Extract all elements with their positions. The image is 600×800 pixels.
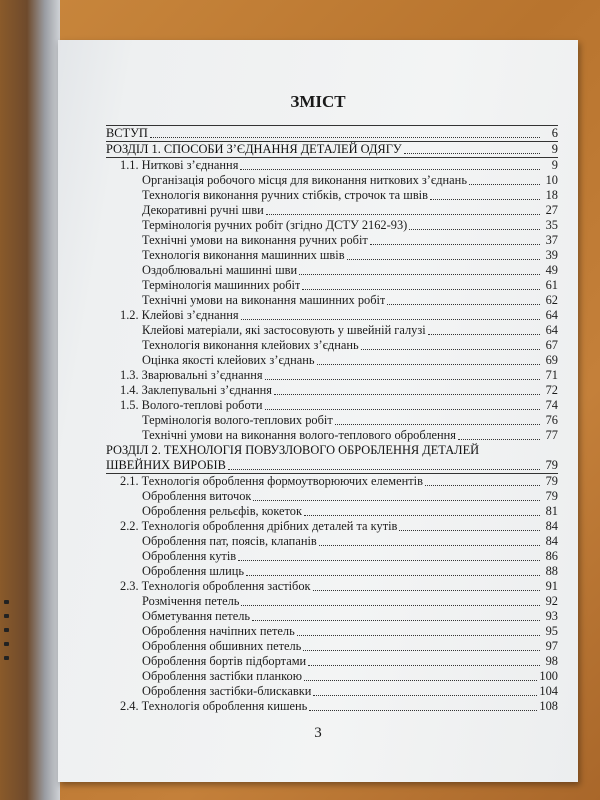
page-title: ЗМІСТ — [290, 92, 346, 111]
toc-entry-title: Оброблення начiпних петель — [142, 624, 295, 638]
toc-dot-leader — [399, 530, 540, 531]
toc-dot-leader — [347, 259, 540, 260]
toc-dot-leader — [238, 560, 540, 561]
toc-entry-title: Технологія виконання машинних швів — [142, 248, 345, 262]
toc-entry-title: Оброблення рельєфів, кокеток — [142, 504, 303, 518]
toc-dot-leader — [313, 590, 540, 591]
toc-entry-page: 98 — [545, 654, 558, 668]
toc-entry-title: 1.2. Клейові з’єднання — [120, 308, 239, 322]
toc-entry[interactable] — [106, 126, 558, 141]
toc-dot-leader — [228, 469, 540, 470]
toc-entry-page: 77 — [545, 428, 558, 442]
spine-binding-marks — [4, 600, 14, 670]
toc-dot-leader — [309, 710, 537, 711]
toc-entry[interactable] — [106, 669, 558, 684]
toc-entry-page: 79 — [545, 489, 558, 503]
toc-entry[interactable] — [106, 293, 558, 308]
toc-dot-leader — [266, 214, 540, 215]
toc-dot-leader — [299, 274, 540, 275]
toc-entry-title: Технічні умови на виконання ручних робіт — [142, 233, 368, 247]
toc-entry-page: 39 — [545, 248, 558, 262]
toc-entry[interactable] — [106, 233, 558, 248]
toc-entry-title: РОЗДІЛ 1. СПОСОБИ З’ЄДНАННЯ ДЕТАЛЕЙ ОДЯГУ — [106, 142, 402, 156]
toc-entry-title: 2.2. Технологія оброблення дрібних деталей та кутів — [120, 519, 398, 533]
toc-entry[interactable] — [106, 263, 558, 278]
toc-entry-page: 100 — [539, 669, 558, 683]
table-of-contents — [106, 125, 558, 714]
toc-entry-title: Оброблення обшивних петель — [142, 639, 302, 653]
toc-entry-title: Термінологія ручних робіт (згідно ДСТУ 2162-93) — [142, 218, 408, 232]
toc-dot-leader — [303, 650, 540, 651]
toc-entry-title: 2.4. Технологія оброблення кишень — [120, 699, 308, 713]
toc-entry-title: 1.1. Ниткові з’єднання — [120, 158, 239, 172]
toc-entry-page: 18 — [545, 188, 558, 202]
toc-dot-leader — [252, 620, 540, 621]
toc-entry-page: 72 — [545, 383, 558, 397]
toc-entry-title: Оброблення застібки планкою — [142, 669, 302, 683]
toc-dot-leader — [304, 680, 537, 681]
toc-entry-title: Організація робочого місця для виконання ниткових з’єднань — [142, 173, 467, 187]
toc-entry-title: Оброблення пат, поясів, клапанів — [142, 534, 317, 548]
toc-entry-page: 71 — [545, 368, 558, 382]
toc-entry[interactable] — [106, 594, 558, 609]
book-spine — [0, 0, 60, 800]
toc-entry-page: 97 — [545, 639, 558, 653]
toc-dot-leader — [240, 169, 540, 170]
toc-dot-leader — [274, 394, 540, 395]
toc-entry-page: 93 — [545, 609, 558, 623]
toc-entry-page: 79 — [545, 474, 558, 488]
toc-dot-leader — [425, 485, 540, 486]
toc-dot-leader — [409, 229, 540, 230]
toc-entry[interactable] — [106, 504, 558, 519]
toc-dot-leader — [387, 304, 540, 305]
toc-entry-title: Оброблення бортів підбортами — [142, 654, 307, 668]
toc-entry-title: Оздоблювальні машинні шви — [142, 263, 298, 277]
toc-entry-title: 2.3. Технологія оброблення застібок — [120, 579, 311, 593]
toc-entry[interactable] — [106, 368, 558, 383]
toc-entry-title: Оцінка якості клейових з’єднань — [142, 353, 315, 367]
toc-entry-title: 2.1. Технологія оброблення формоутворюючих елементів — [120, 474, 423, 488]
toc-entry[interactable] — [106, 308, 558, 323]
toc-entry[interactable] — [106, 489, 558, 504]
toc-entry-page: 64 — [545, 323, 558, 337]
toc-dot-leader — [265, 379, 540, 380]
toc-entry[interactable] — [106, 323, 558, 338]
toc-entry-page: 84 — [545, 534, 558, 548]
toc-entry-page: 35 — [545, 218, 558, 232]
toc-dot-leader — [265, 409, 540, 410]
toc-entry-title: 1.4. Заклепувальні з’єднання — [120, 383, 272, 397]
toc-dot-leader — [150, 137, 540, 138]
toc-dot-leader — [370, 244, 540, 245]
toc-entry[interactable] — [106, 549, 558, 564]
toc-entry-page: 69 — [545, 353, 558, 367]
toc-entry-page: 61 — [545, 278, 558, 292]
toc-entry[interactable] — [106, 278, 558, 293]
toc-entry-title: Технічні умови на виконання волого-теплового оброблення — [142, 428, 456, 442]
toc-entry[interactable] — [106, 248, 558, 263]
toc-entry[interactable] — [106, 398, 558, 413]
toc-entry[interactable] — [106, 458, 558, 473]
toc-entry[interactable] — [106, 338, 558, 353]
toc-dot-leader — [297, 635, 540, 636]
toc-entry-page: 88 — [545, 564, 558, 578]
toc-dot-leader — [469, 184, 540, 185]
toc-entry-title: 1.3. Зварювальні з’єднання — [120, 368, 263, 382]
toc-entry[interactable] — [106, 383, 558, 398]
toc-entry[interactable] — [106, 203, 558, 218]
toc-entry-page: 79 — [545, 458, 558, 472]
toc-entry-page: 104 — [539, 684, 558, 698]
toc-entry-title: РОЗДІЛ 2. ТЕХНОЛОГІЯ ПОВУЗЛОВОГО ОБРОБЛЕННЯ ДЕТАЛЕЙ — [106, 443, 480, 457]
toc-entry-title: Термінологія машинних робіт — [142, 278, 301, 292]
toc-entry-page: 92 — [545, 594, 558, 608]
toc-dot-leader — [302, 289, 540, 290]
toc-entry-title: Оброблення застібки-блискавки — [142, 684, 312, 698]
toc-entry-title: Оброблення виточок — [142, 489, 252, 503]
toc-entry-title: Декоративні ручні шви — [142, 203, 264, 217]
toc-dot-leader — [361, 349, 540, 350]
toc-entry[interactable] — [106, 428, 558, 443]
toc-entry[interactable] — [106, 639, 558, 654]
toc-dot-leader — [317, 364, 541, 365]
toc-entry-page: 9 — [551, 158, 558, 172]
toc-entry-title: Термінологія волого-теплових робіт — [142, 413, 333, 427]
toc-dot-leader — [404, 153, 540, 154]
page-number: 3 — [314, 725, 322, 741]
toc-entry[interactable] — [106, 654, 558, 669]
toc-entry-title: Технологія виконання клейових з’єднань — [142, 338, 359, 352]
toc-entry-page: 95 — [545, 624, 558, 638]
toc-entry-title: Оброблення шлиць — [142, 564, 245, 578]
toc-dot-leader — [304, 515, 540, 516]
toc-entry-page: 9 — [551, 142, 558, 156]
toc-dot-leader — [319, 545, 540, 546]
toc-dot-leader — [430, 199, 540, 200]
toc-entry-page: 67 — [545, 338, 558, 352]
toc-entry-page: 49 — [545, 263, 558, 277]
toc-entry[interactable] — [106, 519, 558, 534]
toc-entry-page: 108 — [539, 699, 558, 713]
toc-entry[interactable] — [106, 188, 558, 203]
toc-entry-page: 84 — [545, 519, 558, 533]
toc-entry-page: 27 — [545, 203, 558, 217]
toc-dot-leader — [458, 439, 540, 440]
toc-entry[interactable] — [106, 173, 558, 188]
toc-entry[interactable] — [106, 474, 558, 489]
toc-entry-page: 74 — [545, 398, 558, 412]
toc-entry-page: 10 — [545, 173, 558, 187]
toc-entry-page: 76 — [545, 413, 558, 427]
toc-entry[interactable] — [106, 353, 558, 368]
toc-entry[interactable] — [106, 624, 558, 639]
toc-entry[interactable] — [106, 534, 558, 549]
toc-entry-title: ВСТУП — [106, 126, 148, 140]
toc-entry-page: 6 — [551, 126, 558, 140]
toc-entry[interactable] — [106, 413, 558, 428]
toc-entry-title: Технічні умови на виконання машинних робіт — [142, 293, 386, 307]
toc-dot-leader — [241, 605, 540, 606]
toc-entry[interactable] — [106, 699, 558, 714]
toc-dot-leader — [308, 665, 540, 666]
toc-entry-title: Клейові матеріали, які застосовують у швейній галузі — [142, 323, 426, 337]
toc-entry-title: Обметування петель — [142, 609, 251, 623]
toc-entry-page: 37 — [545, 233, 558, 247]
toc-entry[interactable] — [106, 443, 558, 458]
toc-entry[interactable] — [106, 142, 558, 157]
toc-entry[interactable] — [106, 564, 558, 579]
toc-dot-leader — [253, 500, 540, 501]
toc-dot-leader — [428, 334, 540, 335]
toc-entry-page: 86 — [545, 549, 558, 563]
toc-entry-title: Розмічення петель — [142, 594, 240, 608]
toc-entry[interactable] — [106, 158, 558, 173]
toc-entry-title: Оброблення кутів — [142, 549, 237, 563]
toc-entry-page: 62 — [545, 293, 558, 307]
toc-entry-title: 1.5. Волого-теплові роботи — [120, 398, 263, 412]
toc-entry[interactable] — [106, 218, 558, 233]
toc-dot-leader — [246, 575, 540, 576]
toc-entry[interactable] — [106, 609, 558, 624]
toc-dot-leader — [241, 319, 540, 320]
book-page — [58, 40, 578, 782]
toc-entry-title: Технологія виконання ручних стібків, строчок та швів — [142, 188, 428, 202]
toc-entry-page: 91 — [545, 579, 558, 593]
toc-entry-page: 81 — [545, 504, 558, 518]
toc-dot-leader — [313, 695, 537, 696]
toc-entry-title: ШВЕЙНИХ ВИРОБІВ — [106, 458, 226, 472]
toc-entry[interactable] — [106, 684, 558, 699]
toc-dot-leader — [335, 424, 540, 425]
toc-entry[interactable] — [106, 579, 558, 594]
toc-entry-page: 64 — [545, 308, 558, 322]
